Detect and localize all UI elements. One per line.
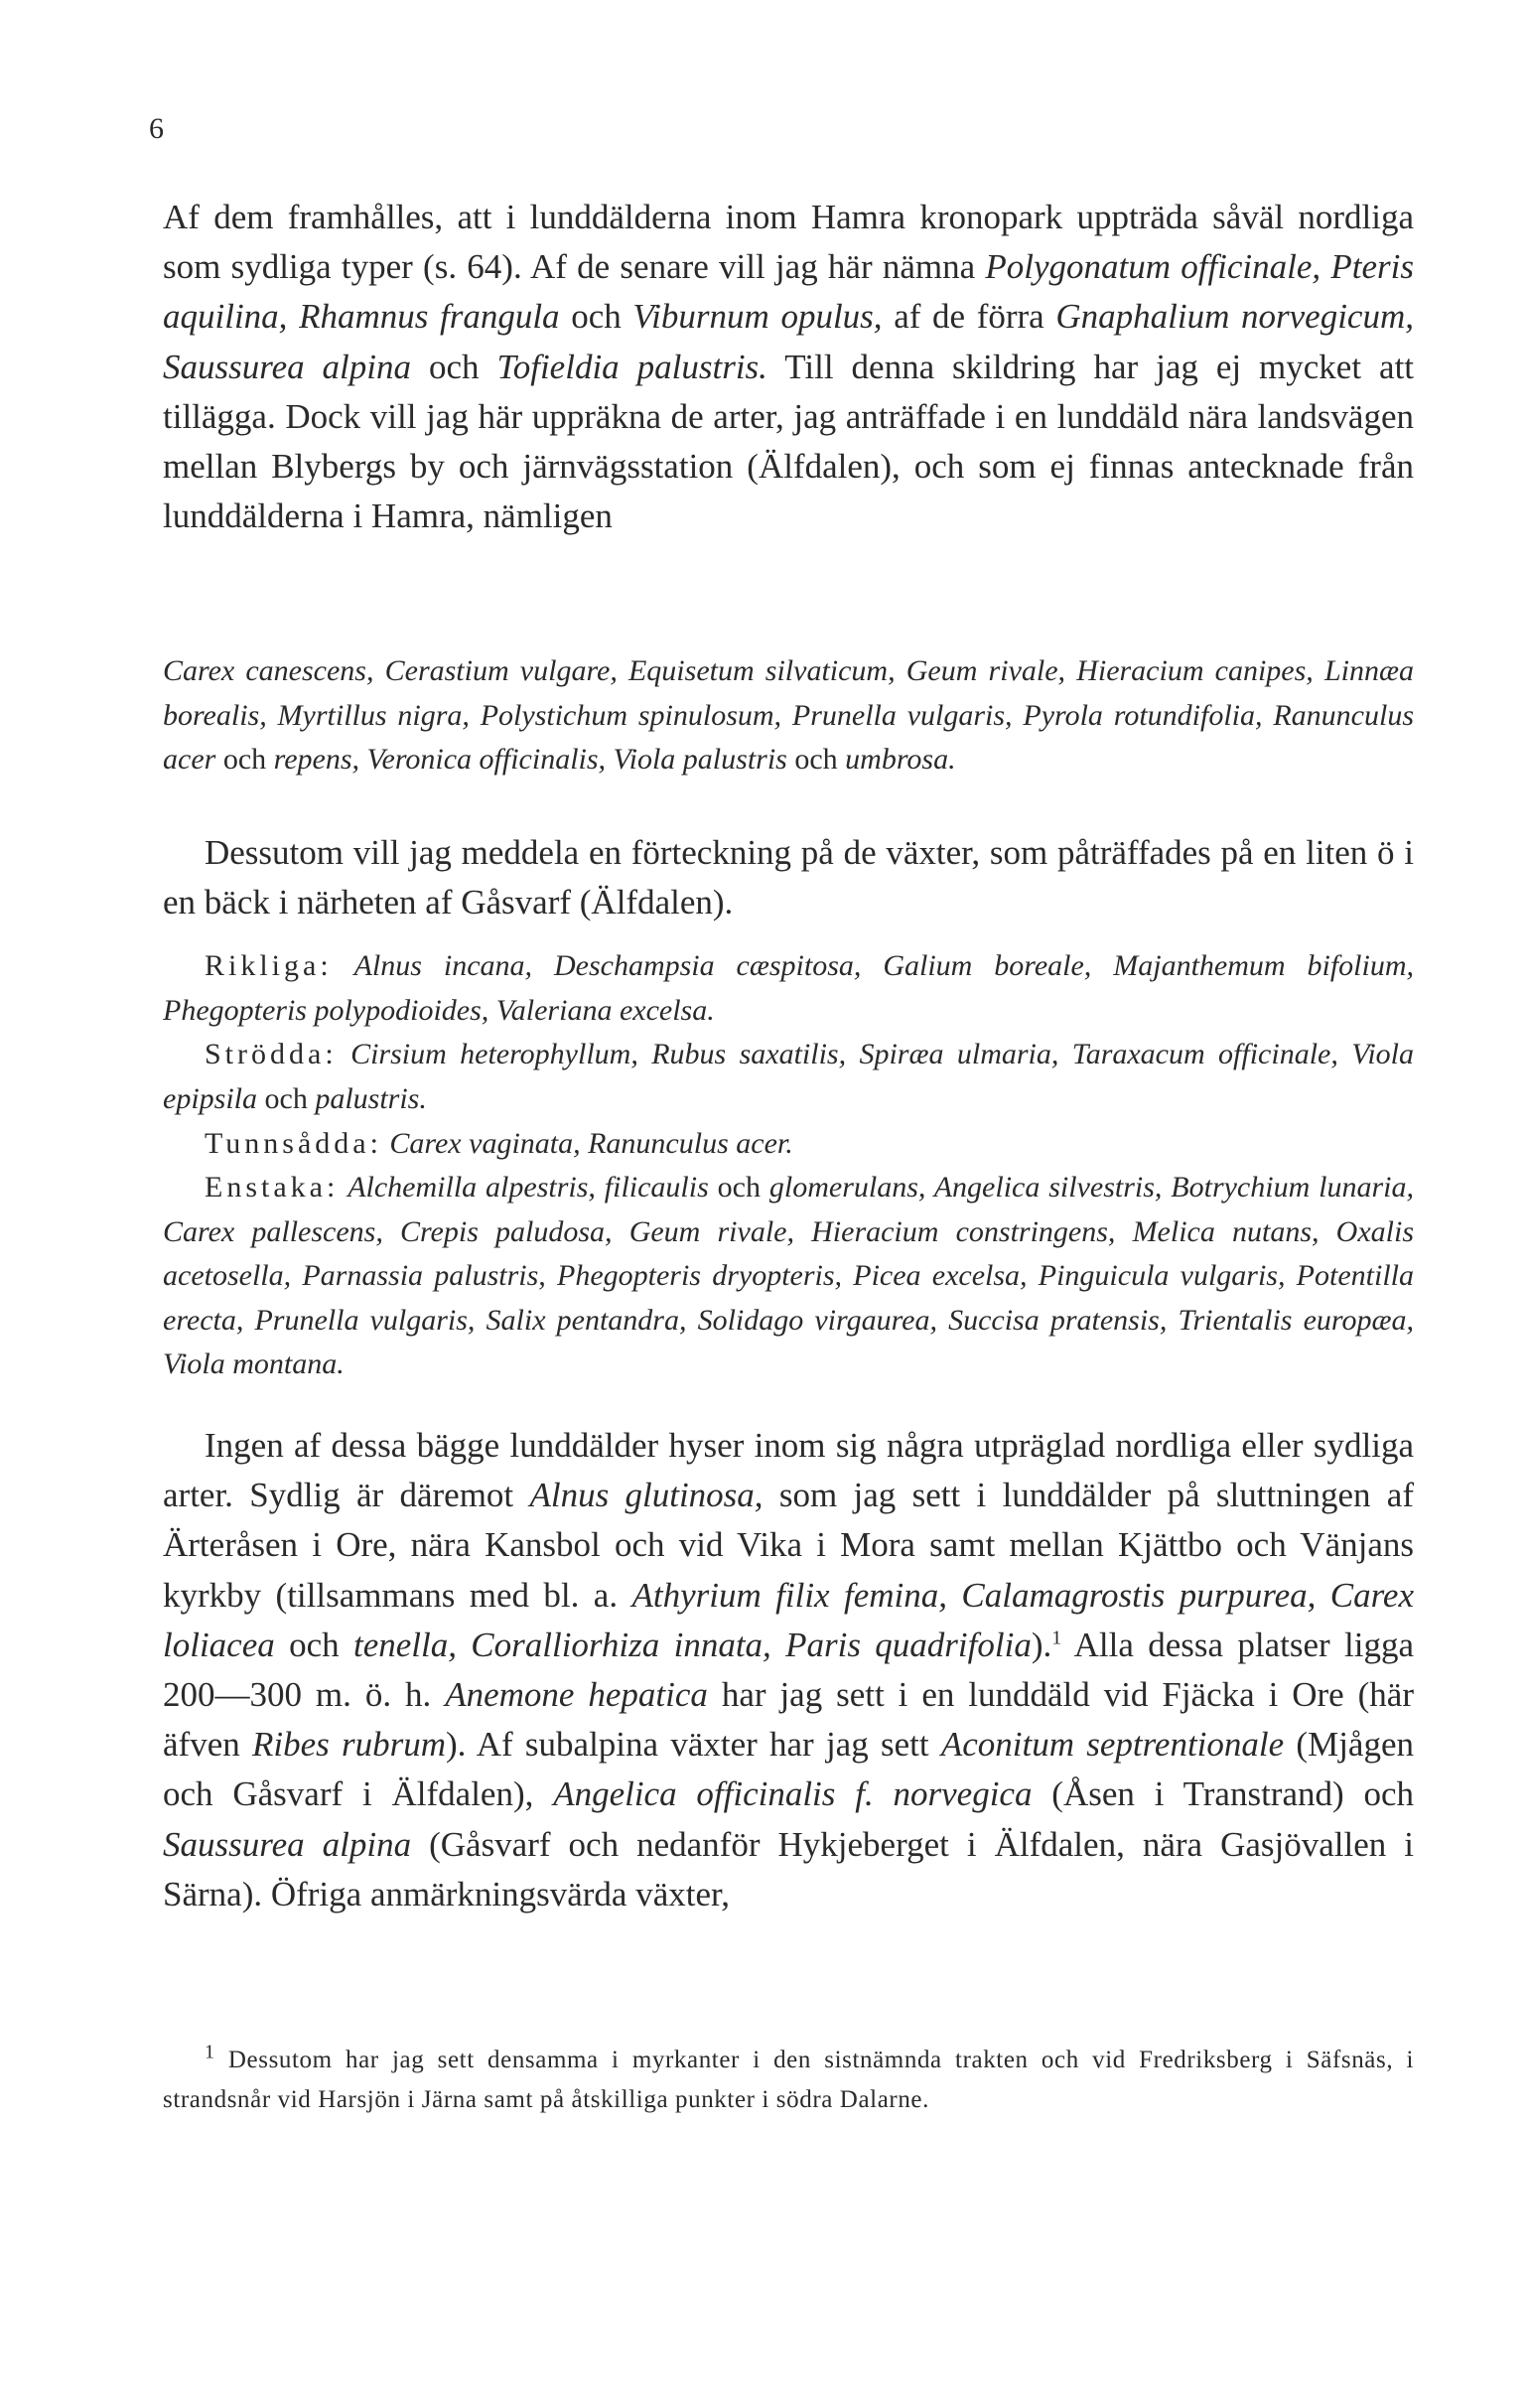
conjunction: och (411, 347, 497, 386)
species-names: Athyrium filix femina, Calamagrostis purpurea, Carex loliacea (163, 1575, 1414, 1664)
paragraph-text: ). Af subalpina växter har jag sett (446, 1725, 941, 1765)
conjunction: och (257, 1081, 316, 1115)
species-name: Ribes rubrum (251, 1725, 447, 1765)
species-name: Viburnum opulus, (632, 297, 883, 337)
conjunction: och (274, 1625, 353, 1664)
species-names: Carex canescens, Cerastium vulgare, Equisetum silvaticum, Geum rivale, Hieracium canipes, Linnæa borealis, Myrtillus nigra, Polystichum spinulosum, Prunella vulgaris, Pyrola rotundifolia, Ranunculus acer (163, 654, 1414, 776)
species-names: Cirsium heterophyllum, Rubus saxatilis, Spiræa ulmaria, Taraxacum officinale, Viola epipsila (163, 1038, 1414, 1115)
footnote-text: Dessutom har jag sett densamma i myrkanter i den sistnämnda trakten och vid Fredriksberg i Säfsnäs, i strandsnår vid Harsjön i Järna samt på åtskilliga punkter i södra Dalarne. (163, 2047, 1414, 2113)
conjunction: och (215, 743, 274, 776)
species-name: umbrosa. (845, 743, 956, 776)
species-name: Angelica officinalis f. norvegica (553, 1774, 1033, 1814)
species-name: Tofieldia palustris. (496, 347, 767, 386)
category-enstaka (163, 1166, 1414, 1387)
category-strodda (163, 1033, 1414, 1121)
species-names: tenella, Coralliorhiza innata, Paris quadrifolia (352, 1625, 1032, 1664)
paragraph-text: har jag sett i en lunddäld vid Fjäcka i Ore (här äfven (163, 1675, 1414, 1765)
species-names: Polygonatum officinale, Pteris aquilina, Rhamnus frangula (163, 247, 1414, 337)
paragraph-text: (Gåsvarf och nedanför Hykjeberget i Älfdalen, nära Gasjövallen i Särna). Öfriga anmärkningsvärda växter, (163, 1824, 1415, 1913)
paragraph-southern-species (163, 1421, 1414, 1919)
paragraph-text: som jag sett i lunddälder på sluttningen af Ärteråsen i Ore, nära Kansbol och vid Vika i Mora samt mellan Kjättbo och Vänjans kyrkby (tillsammans med bl. a. (163, 1476, 1414, 1615)
species-list-lunddald (163, 649, 1414, 782)
category-label-rikliga: Rikliga: (205, 949, 333, 982)
paragraph-text: (Mjågen och Gåsvarf i Älfdalen), (163, 1725, 1414, 1814)
species-name: palustris. (315, 1081, 427, 1115)
species-names: glomerulans, Angelica silvestris, Botrychium lunaria, Carex pallescens, Crepis paludosa, Geum rivale, Hieracium constringens, Melica nutans, Oxalis acetosella, Parnassia palustris, Phegopteris dryopteris, Picea excelsa, Pinguicula vulgaris, Potentilla erecta, Prunella vulgaris, Salix pentandra, Solidago virgaurea, Succisa pratensis, Trientalis europæa, Viola montana. (163, 1171, 1414, 1380)
paragraph-text: (Åsen i Transtrand) och (1032, 1774, 1415, 1814)
paragraph-intro-text: Till denna skildring har jag ej mycket att tillägga. Dock vill jag här uppräkna de arter, jag anträffade i en lunddäld nära landsvägen mellan Blybergs by och järnvägsstation (Älfdalen), och som ej finnas antecknade från lunddälderna i Hamra, nämligen (163, 347, 1415, 536)
footnote (163, 2041, 1414, 2120)
paragraph-text: Ingen af dessa bägge lunddälder hyser inom sig några utpräglad nordliga eller sydliga arter. Sydlig är däremot (163, 1426, 1414, 1515)
category-tunnsadda (163, 1122, 1414, 1167)
paragraph-island: Dessutom vill jag meddela en förteckning på de växter, som påträffades på en liten ö i en bäck i närheten af Gåsvarf (Älfdalen). (163, 833, 1414, 922)
paragraph-intro (163, 193, 1414, 541)
footnote-reference: 1 (1051, 1627, 1062, 1649)
species-names: Alnus incana, Deschampsia cæspitosa, Galium boreale, Majanthemum bifolium, Phegopteris polypodioides, Valeriana excelsa. (163, 949, 1414, 1027)
category-rikliga (163, 944, 1414, 1033)
species-names: Alchemilla alpestris, filicaulis (348, 1171, 709, 1204)
footnote-mark: 1 (205, 2041, 215, 2063)
paragraph-intro-text: af de förra (882, 297, 1056, 337)
conjunction: och (559, 297, 633, 337)
species-names: repens, Veronica officinalis, Viola palustris (273, 743, 787, 776)
species-names: Gnaphalium norvegicum, Saussurea alpina (163, 297, 1414, 386)
paragraph-text: ). (1031, 1625, 1052, 1664)
conjunction: och (786, 743, 846, 776)
category-label-tunnsadda: Tunnsådda: (205, 1127, 382, 1160)
category-label-enstaka: Enstaka: (205, 1171, 340, 1204)
category-label-strodda: Strödda: (205, 1038, 338, 1070)
species-name: Anemone hepatica (445, 1675, 708, 1715)
conjunction: och (708, 1171, 769, 1204)
species-name: Aconitum septrentionale (940, 1725, 1285, 1765)
paragraph-intro-text: Af dem framhålles, att i lunddälderna inom Hamra kronopark uppträda såväl nordliga som sydliga typer (s. 64). Af de senare vill jag här nämna (163, 198, 1414, 287)
paragraph-text: Alla dessa platser ligga 200—300 m. ö. h. (163, 1625, 1415, 1715)
species-name: Alnus glutinosa, (529, 1476, 764, 1515)
page-number: 6 (149, 112, 164, 145)
species-names: Carex vaginata, Ranunculus acer. (389, 1127, 793, 1160)
species-name: Saussurea alpina (163, 1824, 412, 1864)
